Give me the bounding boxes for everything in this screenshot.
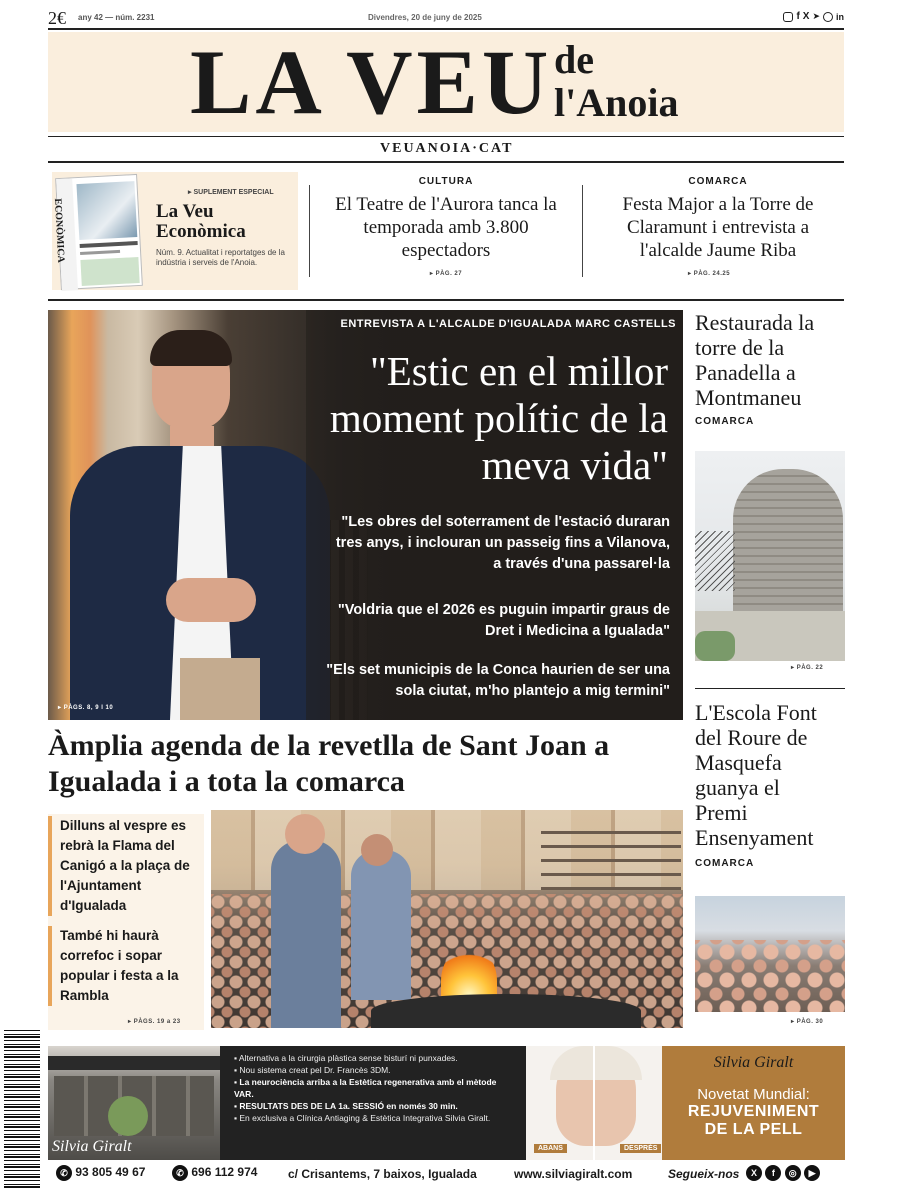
whatsapp-icon[interactable]: [823, 12, 833, 22]
sant-joan-bullets: [48, 814, 204, 1030]
interview-quote-2: "Voldria que el 2026 es puguin impartir graus de Dret i Medicina a Igualada": [337, 602, 670, 639]
sant-joan-bullet-2: També hi haurà correfoc i sopar popular i festa a la Rambla: [48, 926, 204, 1006]
section-label: COMARCA: [695, 858, 755, 869]
after-label: DESPRÉS: [620, 1144, 661, 1153]
page-ref: ▸ PÀG. 30: [791, 1019, 824, 1025]
website-url[interactable]: VEUANOIA·CAT: [380, 141, 514, 156]
interview-kicker: ENTREVISTA A L'ALCALDE D'IGUALADA MARC CASTELLS: [340, 318, 676, 330]
social-icons: [783, 12, 844, 22]
masthead: [48, 32, 844, 132]
barcode: [4, 1030, 40, 1188]
teaser-cultura[interactable]: [320, 172, 572, 290]
sidebar-story-torre[interactable]: [695, 310, 845, 680]
interview-page-ref: ▸ PÀGS. 8, 9 I 10: [58, 705, 114, 711]
teaser-comarca[interactable]: [592, 172, 844, 290]
ad-bullet: ▪ Nou sistema creat pel Dr. Francès 3DM.: [234, 1065, 391, 1075]
supplement-teaser[interactable]: [52, 172, 298, 290]
ad-banner[interactable]: [48, 1046, 845, 1160]
supplement-title-line1: La Veu: [156, 201, 214, 222]
section-label: COMARCA: [688, 176, 748, 187]
interview-quote-3: "Els set municipis de la Conca haurien de ser una sola ciutat, m'ho plantejo a mig termini": [326, 662, 670, 699]
ad-promo-line1: Novetat Mundial:: [697, 1086, 810, 1103]
youtube-icon[interactable]: ▶: [804, 1165, 820, 1181]
page-ref: ▸ PÀG. 24.25: [688, 271, 731, 277]
ad-bullet: ▪ Alternativa a la cirurgia plàstica sense bisturí ni punxades.: [234, 1053, 458, 1063]
page-ref: ▸ PÀG. 27: [429, 271, 463, 277]
sant-joan-headline[interactable]: Àmplia agenda de la revetlla de Sant Joan a Igualada i a tota la comarca: [48, 729, 610, 798]
sidebar-story-escola[interactable]: [695, 700, 845, 1035]
whatsapp-icon: ✆: [172, 1165, 188, 1181]
section-label: CULTURA: [418, 176, 474, 187]
teaser-headline: Festa Major a la Torre de Claramunt i entrevista a l'alcalde Jaume Riba: [622, 194, 814, 261]
x-icon[interactable]: X: [746, 1165, 762, 1181]
phone-1[interactable]: ✆ 93 805 49 67: [56, 1165, 145, 1181]
interview-headline[interactable]: "Estic en el millor moment polític de la meva vida": [329, 348, 668, 488]
ad-bullet: ▪ La neurociència arriba a la Estètica regenerativa amb el mètode VAR.: [234, 1077, 497, 1099]
sant-joan-photo[interactable]: [211, 810, 683, 1028]
instagram-icon[interactable]: ◎: [785, 1165, 801, 1181]
supplement-kicker: ▸ SUPLEMENT ESPECIAL: [188, 189, 274, 196]
supplement-description: Núm. 9. Actualitat i reportatges de la indústria i serveis de l'Anoia.: [156, 248, 285, 267]
before-label: ABANS: [534, 1144, 567, 1153]
supplement-cover-label: ECONÒMICA: [51, 198, 67, 264]
torre-photo: [695, 451, 845, 661]
ad-before-after-photo: [526, 1046, 662, 1160]
ad-promo-line2: REJUVENIMENT: [687, 1103, 820, 1120]
supplement-title-line2: Econòmica: [156, 221, 246, 242]
top-strip: [48, 8, 844, 28]
issue-date: Divendres, 20 de juny de 2025: [368, 13, 482, 22]
sidebar-headline: L'Escola Font del Roure de Masquefa guanya el Premi Ensenyament: [695, 700, 817, 850]
ad-promo-panel: [662, 1046, 845, 1160]
facebook-icon[interactable]: f: [796, 11, 800, 22]
sidebar-headline: Restaurada la torre de la Panadella a Montmaneu: [695, 310, 815, 410]
price: 2€: [48, 8, 66, 28]
interview-quote-1: "Les obres del soterrament de l'estació duraran tres anys, i inclouran un passeig fins a Vilanova, a través d'una passarel·la: [335, 514, 670, 572]
follow-label: Segueix-nos: [668, 1167, 740, 1181]
issue-number: any 42 — núm. 2231: [78, 13, 155, 22]
telegram-icon[interactable]: ➤: [812, 12, 820, 22]
facebook-icon[interactable]: f: [765, 1165, 781, 1181]
masthead-anoia: l'Anoia: [554, 80, 679, 125]
sant-joan-bullet-1: Dilluns al vespre es rebrà la Flama del Canigó a la plaça de l'Ajuntament d'Igualada: [48, 816, 204, 916]
phone-2[interactable]: ✆ 696 112 974: [172, 1165, 257, 1181]
ad-bullet: ▪ RESULTATS DES DE LA 1a. SESSIÓ en només 30 min.: [234, 1101, 458, 1111]
page-ref: ▸ PÀGS. 19 a 23: [128, 1019, 181, 1025]
instagram-icon[interactable]: [783, 12, 793, 22]
linkedin-icon[interactable]: in: [836, 12, 844, 22]
ad-social-icons: [746, 1165, 820, 1181]
ad-website[interactable]: www.silviagiralt.com: [514, 1167, 633, 1181]
supplement-cover: [51, 174, 143, 290]
ad-brand: Silvia Giralt: [713, 1054, 794, 1071]
ad-text-panel: [220, 1046, 526, 1160]
teaser-headline: El Teatre de l'Aurora tanca la temporada amb 3.800 espectadors: [335, 194, 557, 261]
ad-storefront-photo: [48, 1046, 220, 1160]
masthead-de: de: [554, 37, 594, 82]
phone-icon: ✆: [56, 1165, 72, 1181]
ad-contact-bar: [48, 1162, 845, 1186]
ad-bullet: ▪ En exclusiva a Clínica Antiaging & Estètica Integrativa Silvia Giralt.: [234, 1113, 491, 1123]
ad-promo-line3: DE LA PELL: [704, 1121, 803, 1138]
escola-photo: [695, 896, 845, 1012]
page-ref: ▸ PÀG. 22: [791, 665, 824, 671]
ad-address: c/ Crisantems, 7 baixos, Igualada: [288, 1167, 477, 1181]
section-label: COMARCA: [695, 416, 755, 427]
masthead-title: LA VEU: [190, 31, 553, 133]
x-icon[interactable]: X: [802, 11, 810, 22]
storefront-sign: Silvia Giralt: [52, 1138, 132, 1155]
